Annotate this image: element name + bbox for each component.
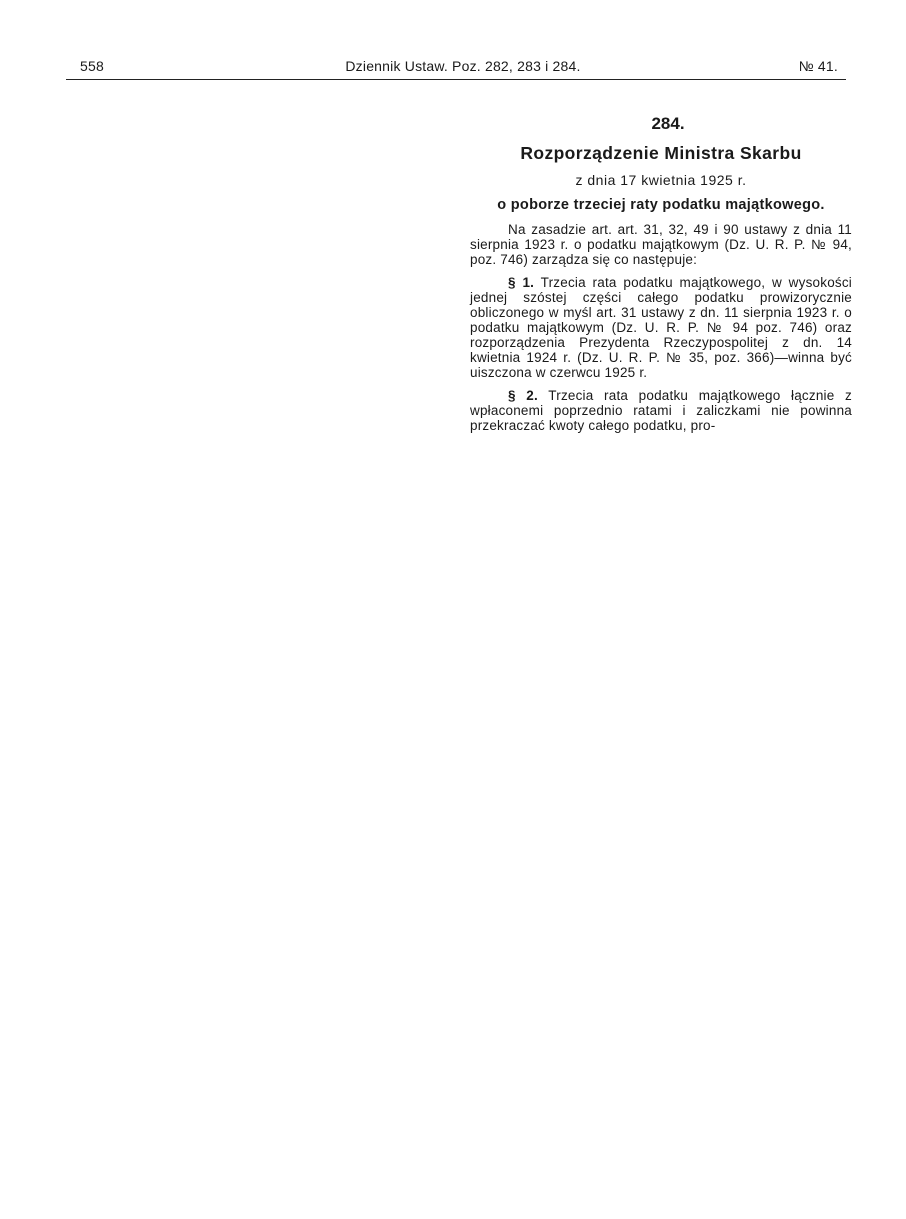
act-subject: o poborze trzeciej raty podatku majątkowego. — [497, 197, 825, 213]
paragraph-1-mark: § 1. — [508, 275, 535, 290]
header-rule — [66, 79, 846, 80]
paragraph-2 — [470, 388, 852, 433]
issue-number: № 41. — [798, 58, 838, 74]
paragraph-2-mark: § 2. — [508, 388, 538, 403]
position-number: 284. — [651, 114, 685, 133]
page-header — [80, 58, 846, 78]
running-title: Dziennik Ustaw. Poz. 282, 283 i 284. — [345, 58, 581, 74]
act-date: z dnia 17 kwietnia 1925 r. — [575, 172, 747, 188]
preamble: Na zasadzie art. art. 31, 32, 49 i 90 ustawy z dnia 11 sierpnia 1923 r. o podatku majątkowym (Dz. U. R. P. № 94, poz. 746) zarządza się co następuje: — [470, 222, 852, 267]
act-column — [470, 114, 852, 441]
page-number: 558 — [80, 58, 104, 74]
act-title: Rozporządzenie Ministra Skarbu — [520, 143, 802, 163]
paragraph-1-text: Trzecia rata podatku majątkowego, w wysokości jednej szóstej części całego podatku prowizorycznie obliczonego w myśl art. 31 ustawy z dn. 11 sierpnia 1923 r. o podatku majątkowym (Dz. U. R. P. № 94 poz. 746) oraz rozporządzenia Prezydenta Rzeczypospolitej z dn. 14 kwietnia 1924 r. (Dz. U. R. P. № 35, poz. 366)—winna być uiszczona w czerwcu 1925 r. — [470, 275, 852, 380]
paragraph-1 — [470, 275, 852, 380]
paragraph-2-text: Trzecia rata podatku majątkowego łącznie z wpłaconemi poprzednio ratami i zaliczkami nie powinna przekraczać kwoty całego podatku, pro- — [470, 388, 852, 433]
